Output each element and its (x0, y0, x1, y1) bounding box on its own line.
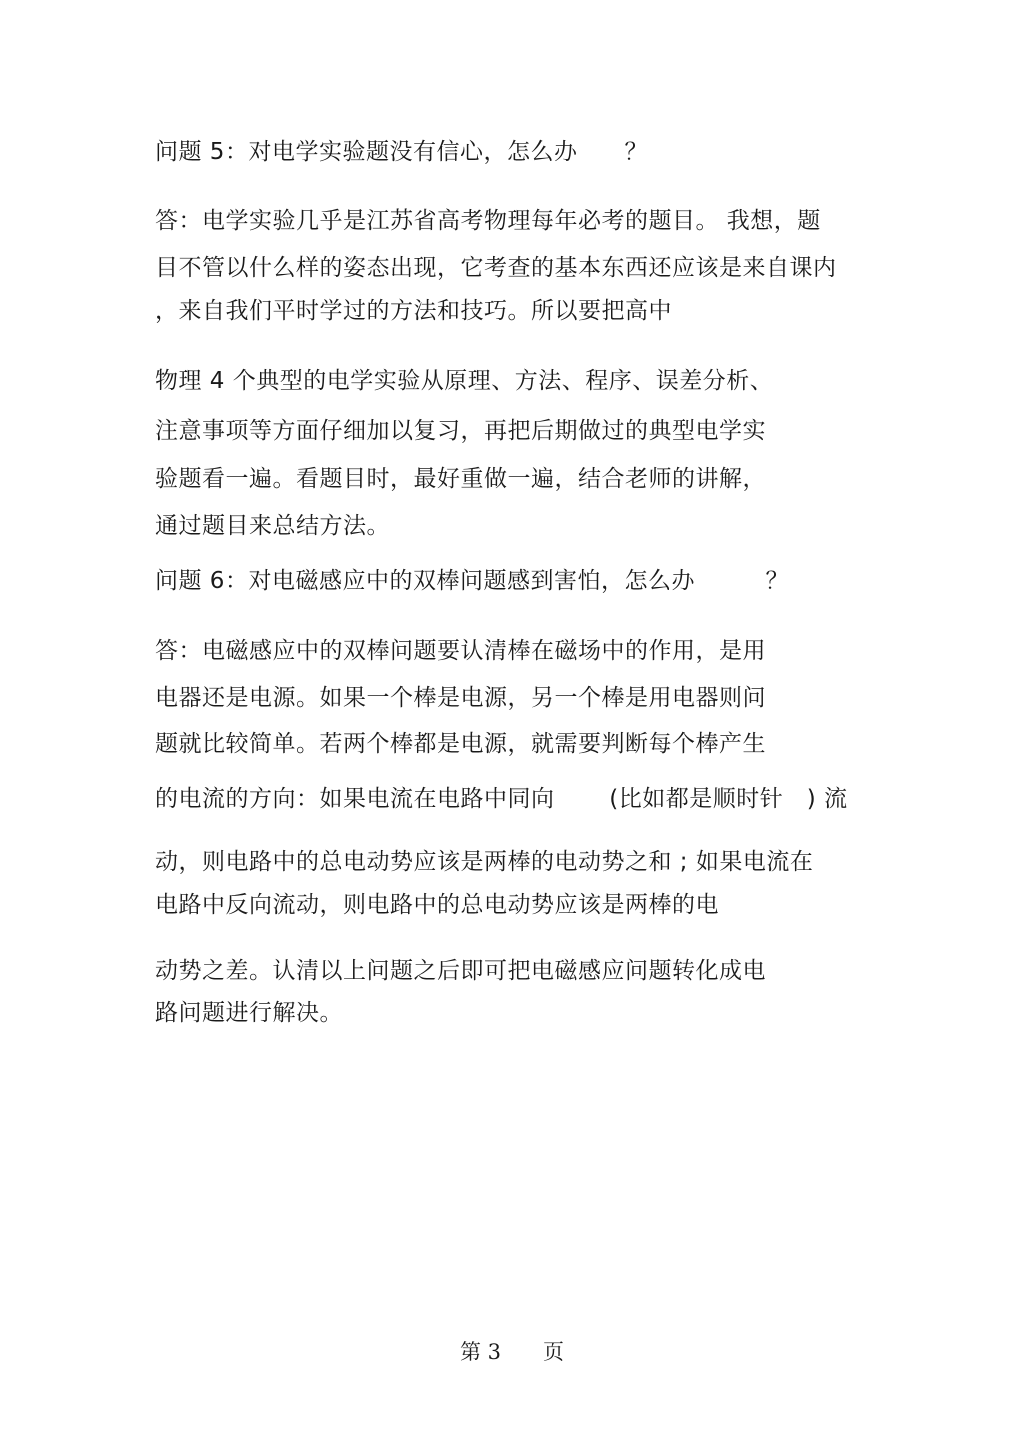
answer-5-line: 物理 4 个典型的电学实验从原理、方法、程序、误差分析、 (155, 368, 774, 394)
answer-5-line: 通过题目来总结方法。 (155, 513, 390, 539)
answer-5-line: 答：电学实验几乎是江苏省高考物理每年必考的题目。 我想，题 (155, 208, 821, 234)
answer-6-line: 动势之差。认清以上问题之后即可把电磁感应问题转化成电 (155, 958, 766, 984)
answer-5-line: ，来自我们平时学过的方法和技巧。所以要把高中 (155, 298, 672, 324)
question-6-heading: 问题 6：对电磁感应中的双棒问题感到害怕，怎么办 ？ (155, 568, 789, 594)
answer-5-line: 注意事项等方面仔细加以复习，再把后期做过的典型电学实 (155, 418, 766, 444)
answer-6-line: 电器还是电源。如果一个棒是电源，另一个棒是用电器则问 (155, 685, 766, 711)
answer-6-line: 电路中反向流动，则电路中的总电动势应该是两棒的电 (155, 892, 719, 918)
answer-6-line: 题就比较简单。若两个棒都是电源，就需要判断每个棒产生 (155, 731, 766, 757)
question-5-heading: 问题 5：对电学实验题没有信心，怎么办 ？ (155, 139, 648, 165)
answer-6-line: 动，则电路中的总电动势应该是两棒的电动势之和 ; 如果电流在 (155, 849, 814, 875)
answer-6-line: 的电流的方向：如果电流在电路中同向 (比如都是顺时针 ) 流 (155, 786, 848, 812)
answer-6-line: 路问题进行解决。 (155, 1000, 343, 1026)
answer-5-line: 目不管以什么样的姿态出现，它考查的基本东西还应该是来自课内 (155, 255, 837, 281)
answer-6-line: 答：电磁感应中的双棒问题要认清棒在磁场中的作用，是用 (155, 638, 766, 664)
page-number-footer: 第 3 页 (459, 1340, 565, 1364)
answer-5-line: 验题看一遍。看题目时，最好重做一遍，结合老师的讲解， (155, 466, 766, 492)
